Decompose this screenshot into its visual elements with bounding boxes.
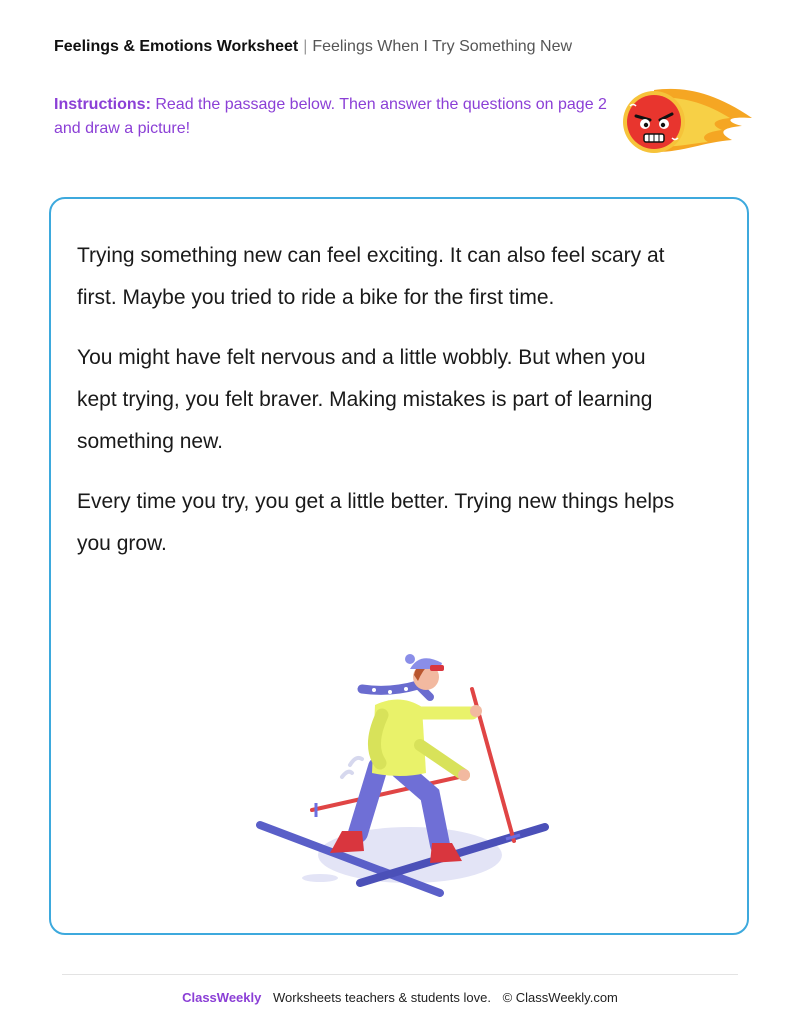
worksheet-title: Feelings & Emotions Worksheet — [54, 38, 299, 55]
footer-brand: ClassWeekly — [182, 990, 262, 1005]
header-separator: | — [303, 38, 308, 55]
angry-fireball-icon — [614, 80, 754, 160]
reading-passage — [77, 235, 677, 583]
instructions — [54, 93, 614, 141]
passage-paragraph: You might have felt nervous and a little wobbly. But when you kept trying, you felt braver. Making mistakes is part of learning something new. — [77, 346, 653, 453]
instructions-text: Read the passage below. Then answer the questions on page 2 and draw a picture! — [54, 96, 607, 137]
footer-divider — [62, 974, 738, 975]
skier-illustration — [250, 645, 550, 905]
footer-copyright: © ClassWeekly.com — [502, 990, 618, 1005]
worksheet-header — [54, 38, 572, 56]
footer — [0, 990, 800, 1005]
worksheet-subtitle: Feelings When I Try Something New — [312, 38, 573, 55]
passage-paragraph: Trying something new can feel exciting. It can also feel scary at first. Maybe you tried to ride a bike for the first time. — [77, 244, 665, 309]
instructions-label: Instructions: — [54, 96, 151, 113]
footer-tagline: Worksheets teachers & students love. — [272, 990, 491, 1005]
passage-paragraph: Every time you try, you get a little better. Trying new things helps you grow. — [77, 490, 675, 555]
